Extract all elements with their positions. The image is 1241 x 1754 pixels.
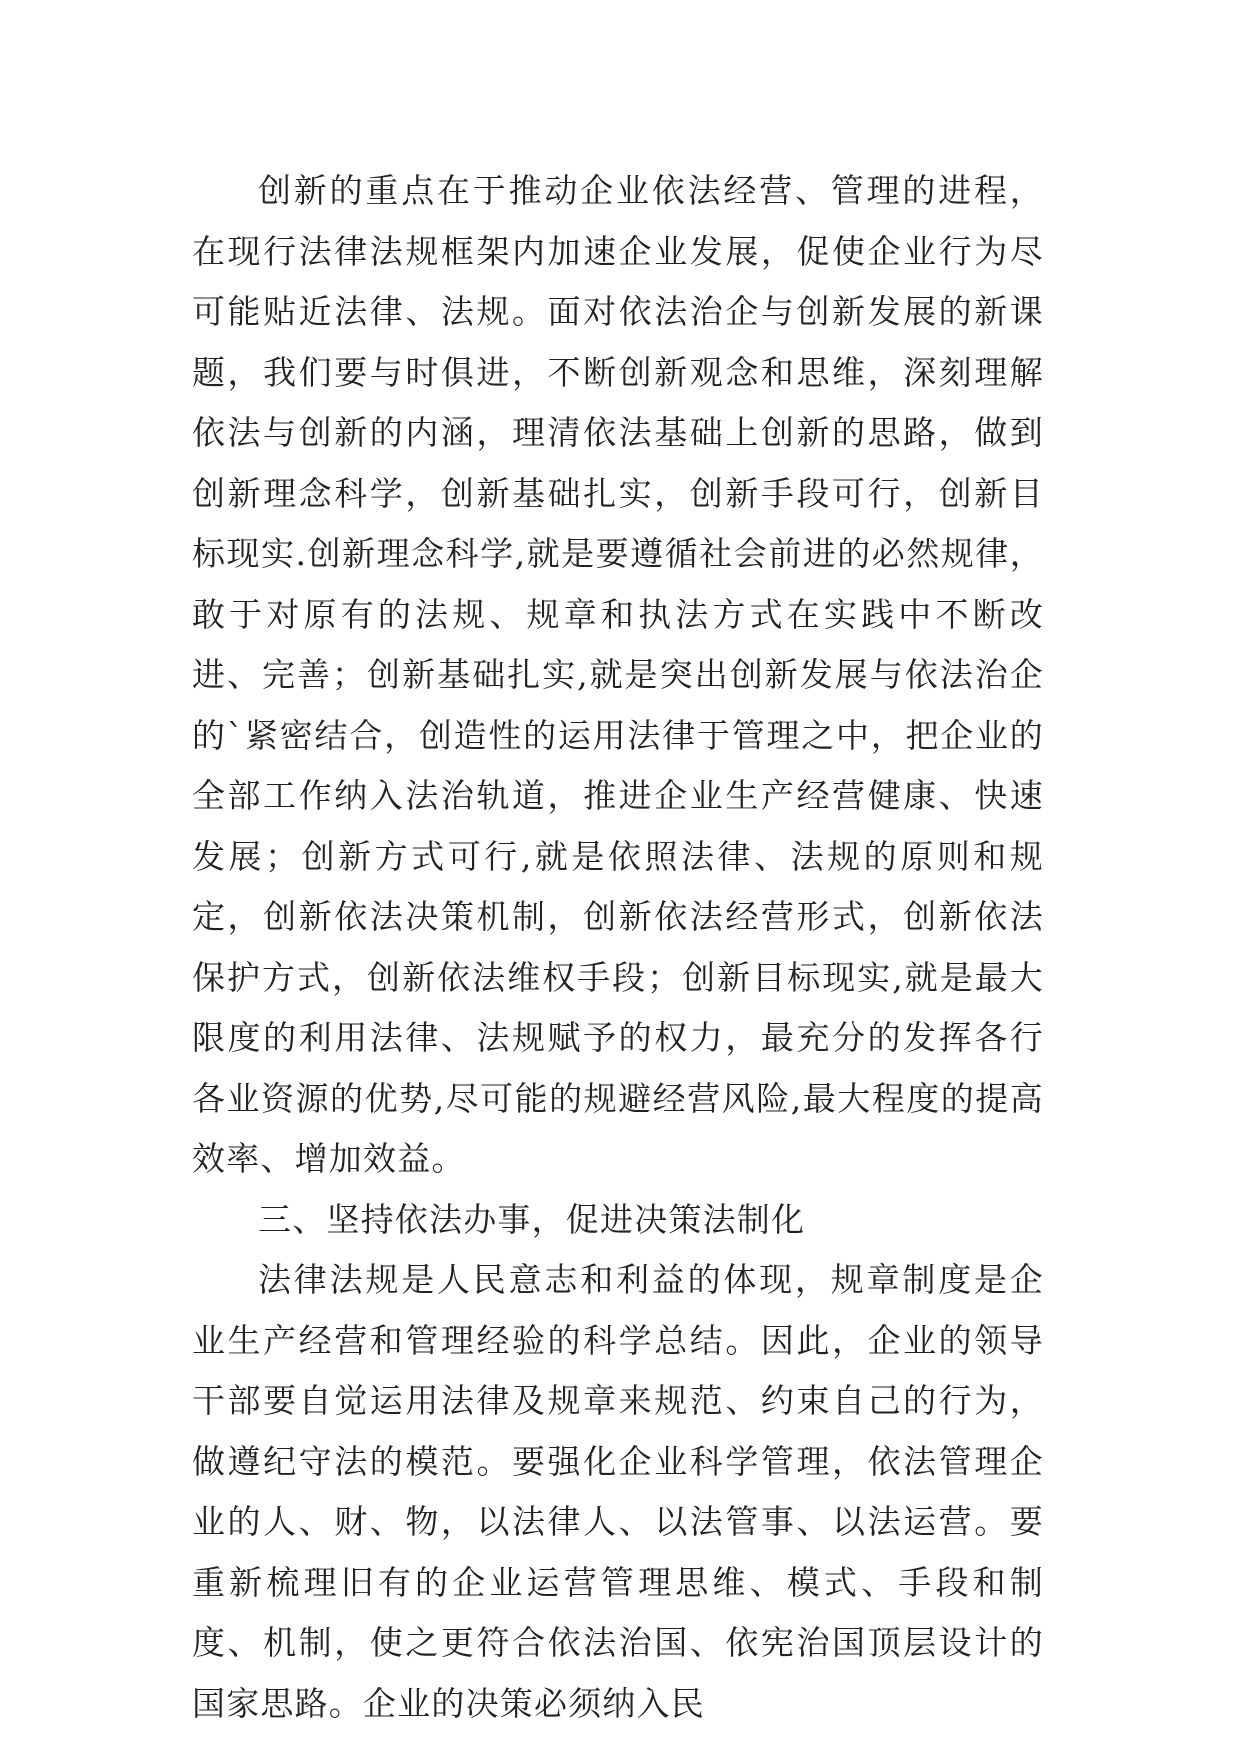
- document-body: [192, 161, 1044, 1734]
- section-heading: 三、坚持依法办事，促进决策法制化: [258, 1199, 806, 1239]
- paragraph-law-regulations: 法律法规是人民意志和利益的体现，规章制度是企业生产经营和管理经验的科学总结。因此，企业的领导干部要自觉运用法律及规章来规范、约束自己的行为，做遵纪守法的模范。要强化企业科学管理，依法管理企业的人、财、物，以法律人、以法管事、以法运营。要重新梳理旧有的企业运营管理思维、模式、手段和制度、机制，使之更符合依法治国、依宪治国顶层设计的国家思路。企业的决策必须纳入民: [192, 1260, 1044, 1723]
- paragraph-innovation-focus: 创新的重点在于推动企业依法经营、管理的进程，在现行法律法规框架内加速企业发展，促使企业行为尽可能贴近法律、法规。面对依法治企与创新发展的新课题，我们要与时俱进，不断创新观念和思维，深刻理解依法与创新的内涵，理清依法基础上创新的思路，做到创新理念科学，创新基础扎实，创新手段可行，创新目标现实.创新理念科学,就是要遵循社会前进的必然规律，敢于对原有的法规、规章和执法方式在实践中不断改进、完善；创新基础扎实,就是突出创新发展与依法治企的`紧密结合，创造性的运用法律于管理之中，把企业的全部工作纳入法治轨道，推进企业生产经营健康、快速发展；创新方式可行,就是依照法律、法规的原则和规定，创新依法决策机制，创新依法经营形式，创新依法保护方式，创新依法维权手段；创新目标现实,就是最大限度的利用法律、法规赋予的权力，最充分的发挥各行各业资源的优势,尽可能的规避经营风险,最大程度的提高效率、增加效益。: [192, 171, 1044, 1178]
